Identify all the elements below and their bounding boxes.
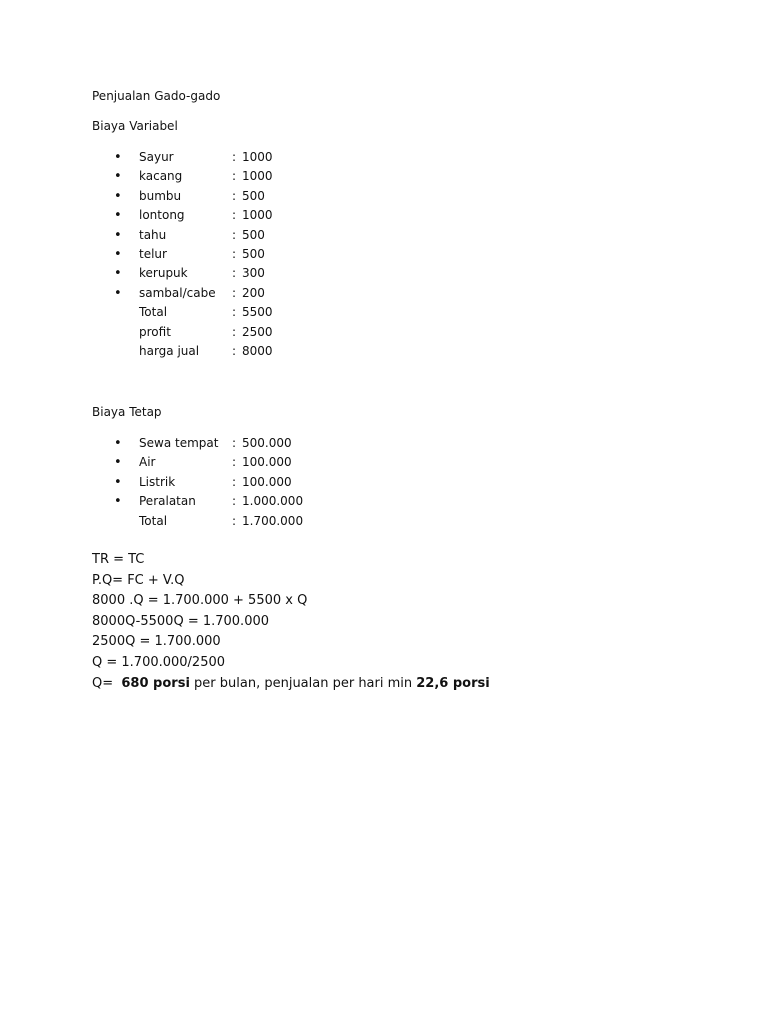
bullet-icon: • — [114, 188, 122, 204]
separator: : — [232, 169, 237, 184]
item-value: 1000 — [242, 150, 273, 164]
fixed-costs-heading: Biaya Tetap — [92, 405, 162, 419]
separator: : — [232, 285, 237, 300]
separator: : — [232, 247, 237, 261]
list-item — [0, 208, 400, 224]
item-label: Total — [139, 513, 168, 528]
item-label: Air — [139, 455, 156, 470]
result-line — [92, 676, 490, 691]
separator: : — [232, 188, 237, 203]
bullet-icon: • — [114, 436, 122, 451]
result-middle: per bulan, penjualan per hari min — [189, 676, 417, 691]
variable-costs-heading: Biaya Variabel — [92, 119, 178, 133]
item-label: profit — [139, 324, 171, 339]
item-value: 1.700.000 — [242, 513, 304, 528]
separator: : — [232, 494, 237, 509]
bullet-icon: • — [114, 227, 122, 243]
bullet-icon: • — [114, 247, 122, 262]
item-label: Total — [139, 305, 168, 320]
item-label: harga jual — [139, 344, 200, 358]
result-prefix: Q= — [92, 676, 122, 691]
separator: : — [232, 513, 237, 528]
separator: : — [232, 324, 237, 339]
item-label: Peralatan — [139, 494, 196, 509]
item-value: 300 — [242, 266, 265, 281]
item-value: 1000 — [242, 208, 273, 223]
equation-line: Q = 1.700.000/2500 — [92, 655, 226, 670]
separator: : — [232, 208, 237, 223]
item-label: tahu — [139, 227, 167, 242]
result-daily: 22,6 porsi — [416, 676, 490, 691]
equation-line: TR = TC — [92, 552, 145, 567]
list-item — [0, 305, 400, 321]
equation-line: 2500Q = 1.700.000 — [92, 634, 221, 650]
item-label: bumbu — [139, 188, 182, 203]
bullet-icon: • — [114, 266, 122, 282]
list-item — [0, 266, 400, 282]
item-label: Listrik — [139, 474, 176, 489]
bullet-icon: • — [114, 455, 122, 471]
item-value: 8000 — [242, 344, 273, 358]
separator: : — [232, 266, 237, 281]
item-value: 500 — [242, 188, 265, 203]
bullet-icon: • — [114, 169, 122, 185]
equation-line: 8000 .Q = 1.700.000 + 5500 x Q — [92, 593, 308, 609]
item-value: 5500 — [242, 305, 273, 320]
item-value: 100.000 — [242, 474, 292, 489]
item-value: 500 — [242, 227, 265, 242]
item-value: 1000 — [242, 169, 273, 184]
list-item — [0, 475, 400, 491]
separator: : — [232, 455, 237, 470]
list-item — [0, 286, 400, 302]
item-label: Sayur — [139, 150, 174, 164]
list-item — [0, 150, 400, 166]
item-label: lontong — [139, 208, 185, 223]
result-monthly: 680 porsi — [121, 676, 190, 691]
separator: : — [232, 227, 237, 242]
separator: : — [232, 436, 237, 450]
item-value: 2500 — [242, 324, 273, 339]
bullet-icon: • — [114, 285, 122, 301]
list-item — [0, 169, 400, 185]
separator: : — [232, 305, 237, 320]
item-label: sambal/cabe — [139, 285, 216, 300]
item-value: 500 — [242, 247, 265, 261]
list-item — [0, 494, 400, 510]
item-value: 200 — [242, 285, 265, 300]
item-label: telur — [139, 247, 167, 261]
separator: : — [232, 474, 237, 489]
item-label: kacang — [139, 169, 183, 184]
bullet-icon: • — [114, 494, 122, 510]
item-value: 500.000 — [242, 436, 292, 450]
bullet-icon: • — [114, 150, 122, 165]
list-item — [0, 344, 400, 360]
list-item — [0, 228, 400, 244]
separator: : — [232, 344, 237, 358]
list-item — [0, 325, 400, 341]
separator: : — [232, 150, 237, 164]
list-item — [0, 436, 400, 452]
list-item — [0, 189, 400, 205]
list-item — [0, 455, 400, 471]
equation-line: P.Q= FC + V.Q — [92, 572, 185, 588]
equation-line: 8000Q-5500Q = 1.700.000 — [92, 613, 270, 629]
item-value: 100.000 — [242, 455, 292, 470]
bullet-icon: • — [114, 474, 122, 490]
bullet-icon: • — [114, 208, 122, 224]
item-label: kerupuk — [139, 266, 188, 281]
item-value: 1.000.000 — [242, 494, 304, 509]
item-label: Sewa tempat — [139, 436, 219, 450]
list-item — [0, 247, 400, 263]
list-item — [0, 514, 400, 530]
document-title: Penjualan Gado-gado — [92, 89, 221, 103]
